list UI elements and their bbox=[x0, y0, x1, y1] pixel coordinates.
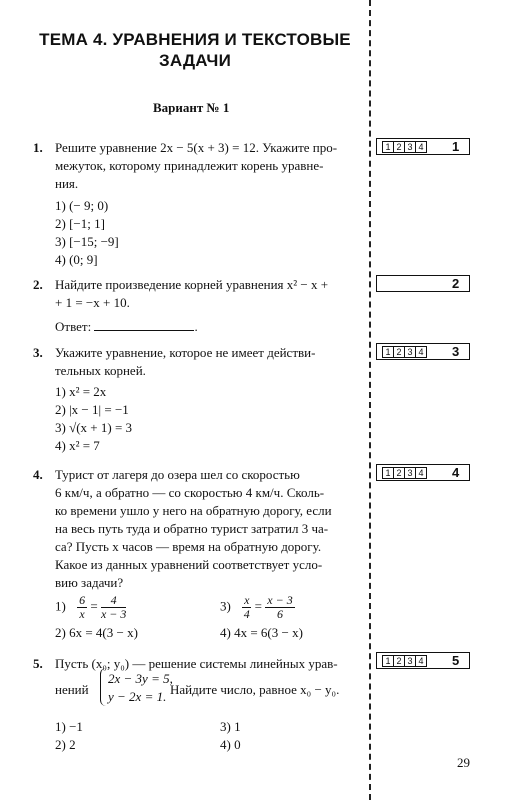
question-5-line1: Пусть (x₀; y₀) — решение системы линейных урав- bbox=[55, 656, 338, 671]
answer-cells-3[interactable]: 1 2 3 4 bbox=[382, 346, 427, 358]
question-1-option-3: 3) [−15; −9] bbox=[55, 234, 119, 249]
question-2-line1: Найдите произведение корней уравнения x² − x + bbox=[55, 277, 329, 292]
question-1-option-1: 1) (− 9; 0) bbox=[55, 198, 109, 213]
answer-box-5-number: 5 bbox=[452, 653, 460, 668]
question-4-line4: на весь путь туда и обратно турист затратил 3 ча- bbox=[55, 521, 329, 536]
answer-box-3[interactable] bbox=[376, 343, 470, 360]
page-heading-line1: ТЕМА 4. УРАВНЕНИЯ И ТЕКСТОВЫЕ bbox=[39, 30, 351, 49]
question-4-number: 4. bbox=[33, 467, 43, 482]
answer-box-1[interactable] bbox=[376, 138, 470, 155]
answer-cells-5[interactable]: 1 2 3 4 bbox=[382, 655, 427, 667]
answer-line[interactable] bbox=[94, 319, 194, 331]
system-brace bbox=[100, 668, 107, 706]
question-3-line1: Укажите уравнение, которое не имеет действи- bbox=[55, 345, 316, 360]
question-5-option-3: 3) 1 bbox=[220, 719, 241, 734]
question-5-number: 5. bbox=[33, 656, 43, 671]
answer-box-1-number: 1 bbox=[452, 139, 460, 154]
answer-cells-1[interactable]: 1 2 3 4 bbox=[382, 141, 427, 153]
question-4-line5: са? Пусть x часов — время на обратную дорогу. bbox=[55, 539, 322, 554]
question-1-number: 1. bbox=[33, 140, 43, 155]
question-4-line6: Какое из данных уравнений соответствует усло- bbox=[55, 557, 323, 572]
question-5-option-4: 4) 0 bbox=[220, 737, 241, 752]
fraction: $\frac{x}{4}$ bbox=[243, 593, 250, 621]
question-4-option-1: 1) $\frac{6}{x}$ = $\frac{4}{x - 3}$ bbox=[55, 593, 127, 621]
answer-box-2[interactable] bbox=[376, 275, 470, 292]
question-4-option-2: 2) 6x = 4(3 − x) bbox=[55, 625, 138, 640]
question-2-answer: Ответ: . bbox=[55, 319, 198, 334]
question-1-option-2: 2) [−1; 1] bbox=[55, 216, 105, 231]
page-number: 29 bbox=[457, 755, 470, 770]
answer-box-4[interactable] bbox=[376, 464, 470, 481]
question-5-option-2: 2) 2 bbox=[55, 737, 76, 752]
question-3-option-2: 2) |x − 1| = −1 bbox=[55, 402, 129, 417]
question-3-number: 3. bbox=[33, 345, 43, 360]
question-3-option-4: 4) x² = 7 bbox=[55, 438, 100, 453]
question-1-option-4: 4) (0; 9] bbox=[55, 252, 98, 267]
cut-line bbox=[369, 0, 371, 800]
system-equation-1: 2x − 3y = 5, bbox=[108, 671, 173, 686]
fraction: $\frac{6}{x}$ bbox=[79, 593, 86, 621]
system-equation-2: y − 2x = 1. bbox=[108, 689, 167, 704]
question-4-line1: Турист от лагеря до озера шел со скоростью bbox=[55, 467, 300, 482]
question-1-line1: Решите уравнение 2x − 5(x + 3) = 12. Укажите про- bbox=[55, 140, 338, 155]
variant-title: Вариант № 1 bbox=[153, 100, 230, 115]
answer-box-2-number: 2 bbox=[452, 276, 460, 291]
answer-box-5[interactable] bbox=[376, 652, 470, 669]
answer-label: Ответ: bbox=[55, 319, 92, 334]
question-2-line2: + 1 = −x + 10. bbox=[55, 295, 130, 310]
answer-box-3-number: 3 bbox=[452, 344, 460, 359]
question-4-line7: вию задачи? bbox=[55, 575, 124, 590]
question-4-option-3: 3) $\frac{x}{4}$ = $\frac{x - 3}{6}$ bbox=[220, 593, 293, 621]
question-2-number: 2. bbox=[33, 277, 43, 292]
answer-cells-4[interactable]: 1 2 3 4 bbox=[382, 467, 427, 479]
question-4-option-4: 4) 4x = 6(3 − x) bbox=[220, 625, 303, 640]
question-5-line2-prefix: нений bbox=[55, 682, 89, 697]
fraction: $\frac{x - 3}{6}$ bbox=[267, 593, 293, 621]
question-4-line2: 6 км/ч, а обратно — со скоростью 4 км/ч. Сколь- bbox=[55, 485, 325, 500]
question-1-line3: ния. bbox=[55, 176, 79, 191]
question-3-option-3: 3) √(x + 1) = 3 bbox=[55, 420, 133, 435]
question-1-line2: межуток, которому принадлежит корень уравне- bbox=[55, 158, 324, 173]
question-5-line2-suffix: Найдите число, равное x₀ − y₀. bbox=[170, 682, 340, 697]
question-5-option-1: 1) −1 bbox=[55, 719, 83, 734]
question-4-line3: ко времени ушло у него на обратную дорогу, если bbox=[55, 503, 332, 518]
fraction: $\frac{4}{x - 3}$ bbox=[100, 593, 127, 621]
question-3-line2: тельных корней. bbox=[55, 363, 146, 378]
answer-box-4-number: 4 bbox=[452, 465, 460, 480]
page-heading-line2: ЗАДАЧИ bbox=[158, 51, 231, 70]
question-3-option-1: 1) x² = 2x bbox=[55, 384, 107, 399]
